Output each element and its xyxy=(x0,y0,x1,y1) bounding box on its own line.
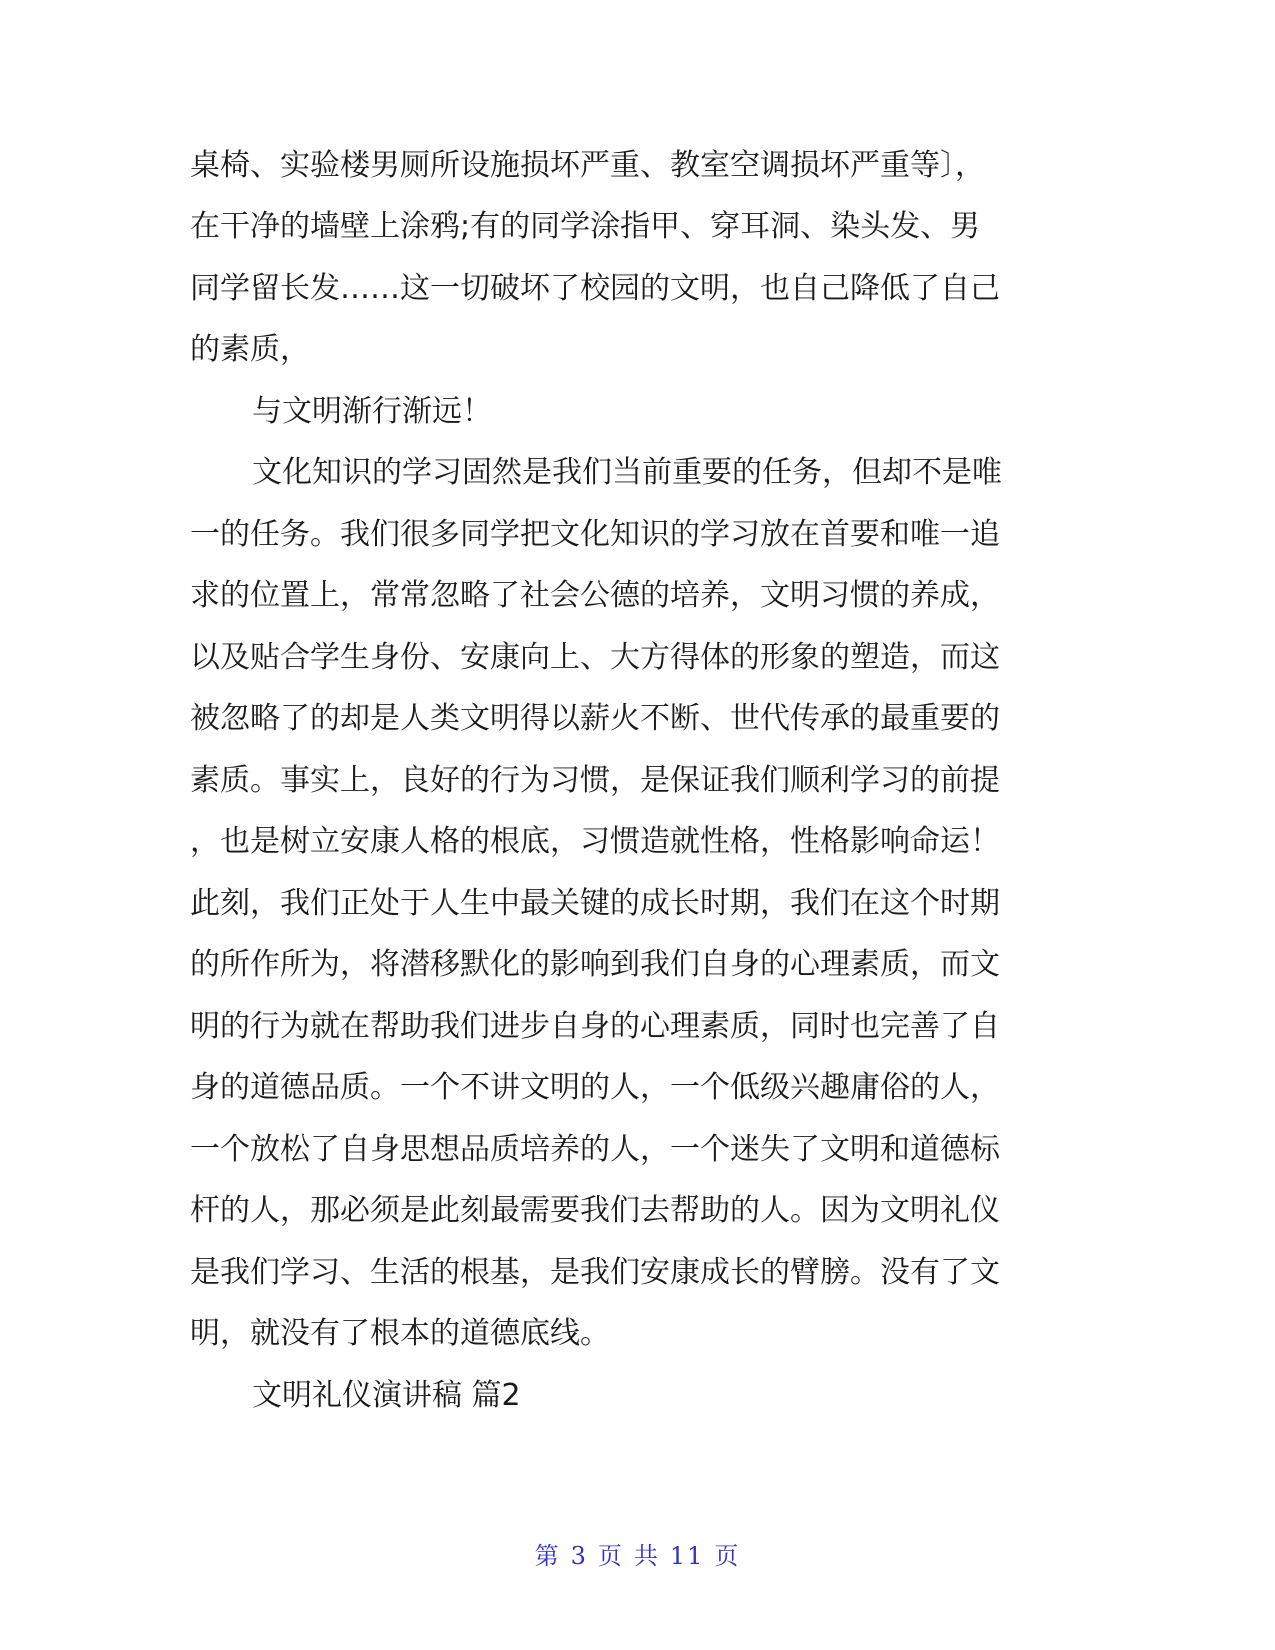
text-line: 素质。事实上，良好的行为习惯，是保证我们顺利学习的前提 xyxy=(190,763,1000,798)
text-line: 的素质， xyxy=(190,332,310,367)
text-line: 身的道德品质。一个不讲文明的人，一个低级兴趣庸俗的人， xyxy=(190,1070,1000,1105)
footer-total-unit: 页 xyxy=(714,1542,741,1570)
page-footer xyxy=(0,1536,1275,1571)
footer-total-label: 共 xyxy=(633,1542,660,1570)
total-pages-number: 11 xyxy=(669,1542,705,1570)
text-line: 以及贴合学生身份、安康向上、大方得体的形象的塑造，而这 xyxy=(190,640,1000,675)
text-line: 同学留长发……这一切破坏了校园的文明，也自己降低了自己 xyxy=(190,271,1000,306)
current-page-number: 3 xyxy=(570,1542,588,1570)
text-line: 一的任务。我们很多同学把文化知识的学习放在首要和唯一追 xyxy=(190,517,1000,552)
text-line: 杆的人，那必须是此刻最需要我们去帮助的人。因为文明礼仪 xyxy=(190,1193,1000,1228)
text-line: 此刻，我们正处于人生中最关键的成长时期，我们在这个时期 xyxy=(190,886,1000,921)
text-line: 与文明渐行渐远！ xyxy=(252,394,492,429)
section-heading: 文明礼仪演讲稿 篇2 xyxy=(252,1378,521,1413)
footer-page-unit: 页 xyxy=(597,1542,624,1570)
text-line: 明，就没有了根本的道德底线。 xyxy=(190,1316,610,1351)
text-line: 明的行为就在帮助我们进步自身的心理素质，同时也完善了自 xyxy=(190,1009,1000,1044)
text-line: 一个放松了自身思想品质培养的人，一个迷失了文明和道德标 xyxy=(190,1132,1000,1167)
text-line: 求的位置上，常常忽略了社会公德的培养，文明习惯的养成， xyxy=(190,578,1000,613)
text-line: 的所作所为，将潜移默化的影响到我们自身的心理素质，而文 xyxy=(190,947,1000,982)
paragraph-start-line: 文化知识的学习固然是我们当前重要的任务，但却不是唯 xyxy=(252,455,1002,490)
text-line: 是我们学习、生活的根基，是我们安康成长的臂膀。没有了文 xyxy=(190,1255,1000,1290)
footer-page-label: 第 xyxy=(534,1542,561,1570)
text-line: 被忽略了的却是人类文明得以薪火不断、世代传承的最重要的 xyxy=(190,701,1000,736)
text-line: 桌椅、实验楼男厕所设施损坏严重、教室空调损坏严重等〕， xyxy=(190,148,985,183)
text-line: 在干净的墙壁上涂鸦;有的同学涂指甲、穿耳洞、染头发、男 xyxy=(190,209,981,244)
text-line: ，也是树立安康人格的根底，习惯造就性格，性格影响命运！ xyxy=(190,824,1000,859)
